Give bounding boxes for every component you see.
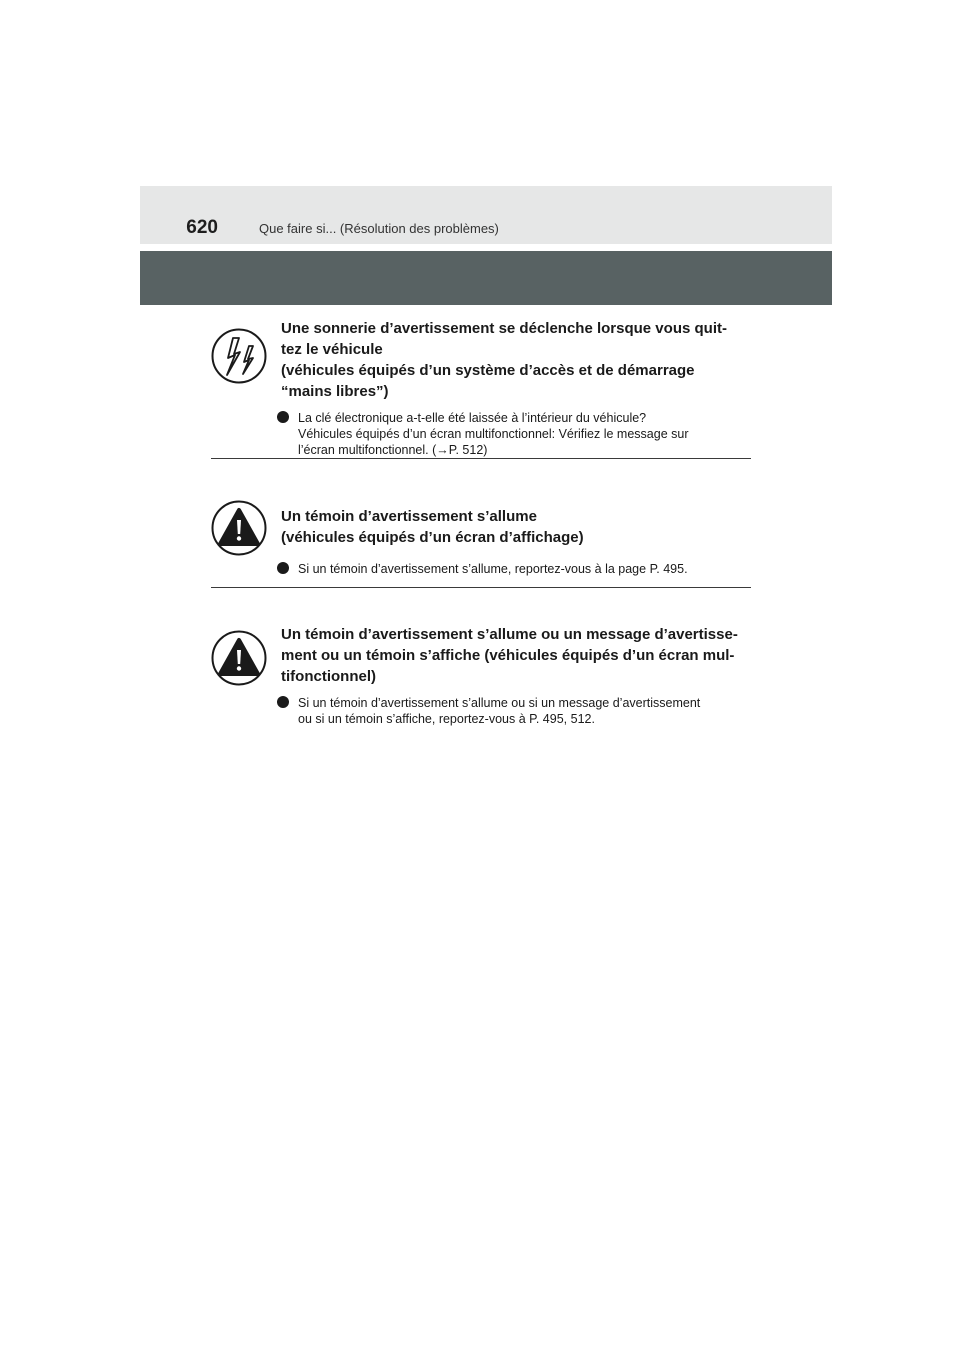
bullet-dot [277,562,289,574]
section-heading [281,506,745,548]
heading-line: “mains libres”) [281,383,389,400]
section-heading [281,624,745,687]
heading-line: Un témoin d’avertissement s’allume ou un message d’avertisse- [281,626,738,643]
exclamation-warning-icon [211,630,267,686]
bullet-line: Si un témoin d’avertissement s’allume, reportez-vous à la page P. 495. [298,562,688,576]
bullet-line: Véhicules équipés d’un écran multifonctionnel: Vérifiez le message sur [298,427,689,441]
bullet-item [281,410,745,458]
page-number: 620 [186,217,218,238]
heading-line: (véhicules équipés d’un système d’accès et de démarrage [281,362,695,379]
bullet-line: ou si un témoin s’affiche, reportez-vous à P. 495, 512. [298,712,595,726]
section-banner [140,251,832,305]
heading-line: tez le véhicule [281,341,383,358]
bullet-item [281,695,745,727]
heading-line: Une sonnerie d’avertissement se déclenche lorsque vous quit- [281,320,727,337]
heading-line: ment ou un témoin s’affiche (véhicules équipés d’un écran mul- [281,647,735,664]
bullet-dot [277,411,289,423]
bullet-line: Si un témoin d’avertissement s’allume ou si un message d’avertissement [298,696,701,710]
section-divider [211,458,751,459]
bullet-line: La clé électronique a-t-elle été laissée à l’intérieur du véhicule? [298,411,647,425]
exclamation-warning-icon [211,500,267,556]
chapter-title: Que faire si... (Résolution des problèmes) [259,221,499,236]
heading-line: (véhicules équipés d’un écran d’affichage) [281,529,584,546]
bullet-item [281,561,745,577]
bullet-line: l’écran multifonctionnel. (→P. 512) [298,443,488,457]
section-heading [281,318,745,402]
section-divider [211,587,751,588]
bullet-dot [277,696,289,708]
electric-warning-icon [211,328,267,384]
heading-line: tifonctionnel) [281,668,376,685]
heading-line: Un témoin d’avertissement s’allume [281,508,537,525]
